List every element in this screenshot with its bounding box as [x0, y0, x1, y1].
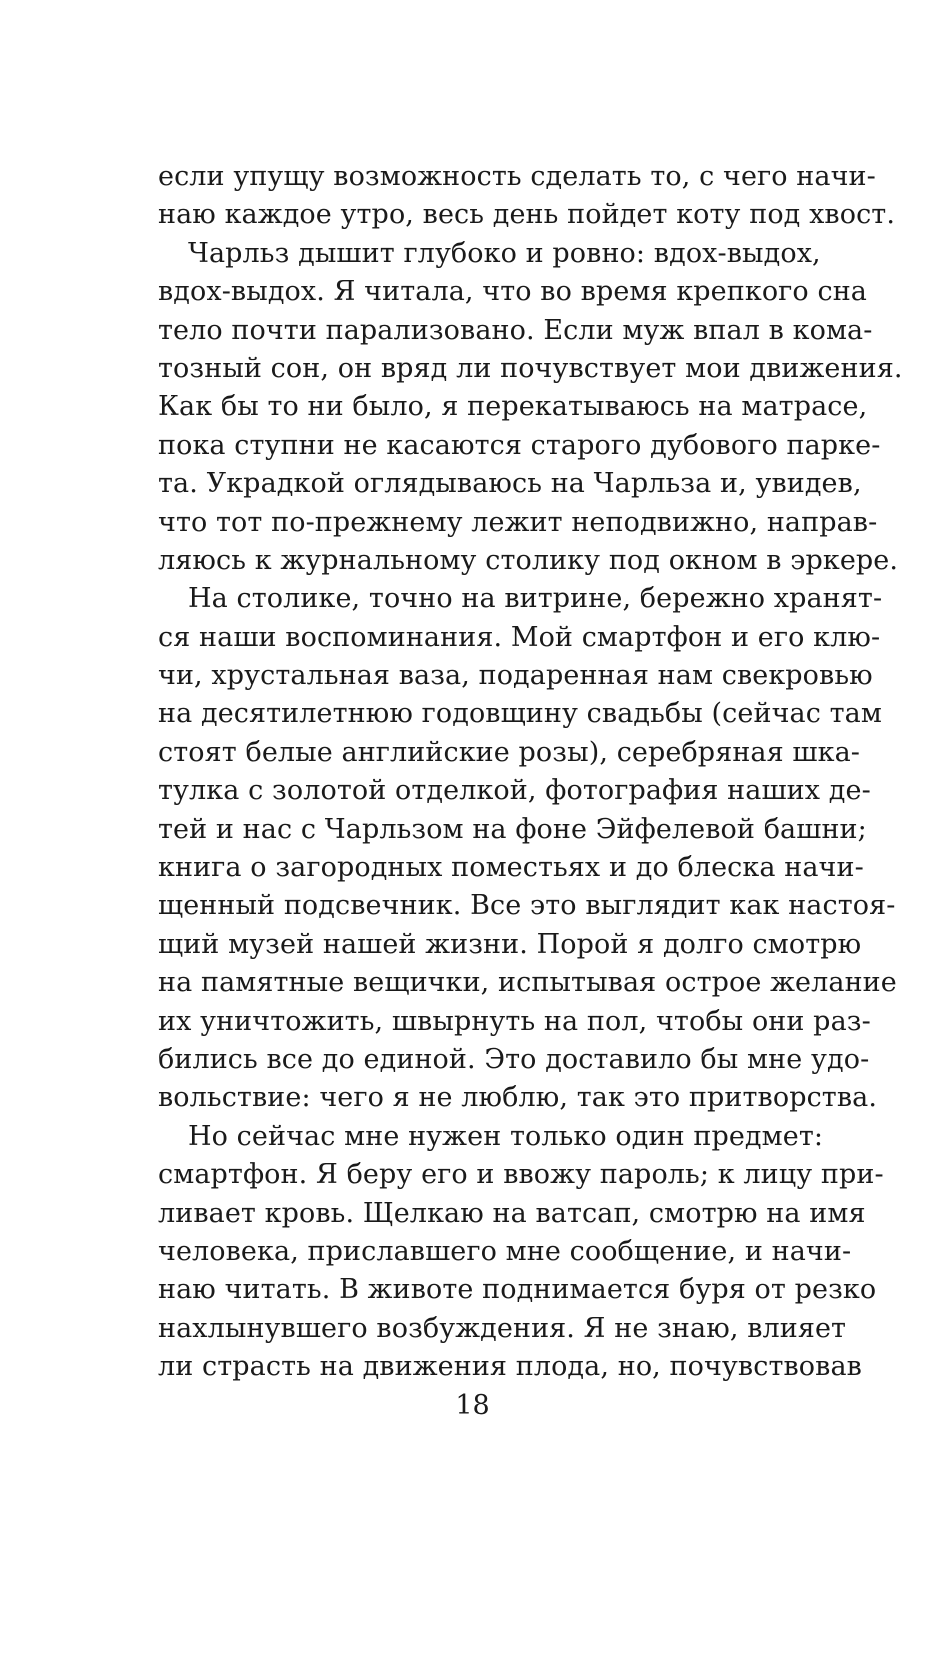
text-line: на десятилетнюю годовщину свадьбы (сейчас там: [158, 698, 882, 730]
text-line: тулка с золотой отделкой, фотография наших де-: [158, 775, 871, 807]
text-line: наю каждое утро, весь день пойдет коту под хвост.: [158, 199, 896, 231]
text-line: стоят белые английские розы), серебряная шка-: [158, 736, 861, 768]
text-line: тозный сон, он вряд ли почувствует мои движения.: [158, 352, 903, 384]
text-line: на памятные вещички, испытывая острое желание: [158, 967, 897, 999]
text-line: книга о загородных поместьях и до блеска начи-: [158, 852, 864, 884]
text-line: ли страсть на движения плода, но, почувствовав: [158, 1351, 862, 1383]
text-line: та. Украдкой оглядываюсь на Чарльза и, увидев,: [158, 468, 862, 500]
text-line: бились все до единой. Это доставило бы мне удо-: [158, 1043, 870, 1075]
text-line: Чарльз дышит глубоко и ровно: вдох-выдох,: [188, 237, 821, 269]
text-line: ляюсь к журнальному столику под окном в эркере.: [158, 544, 899, 576]
text-line: вдох-выдох. Я читала, что во время крепкого сна: [158, 276, 867, 308]
text-line: их уничтожить, швырнуть на пол, чтобы они раз-: [158, 1005, 871, 1037]
text-line: человека, приславшего мне сообщение, и начи-: [158, 1235, 852, 1267]
text-line: тей и нас с Чарльзом на фоне Эйфелевой башни;: [158, 813, 867, 845]
body-text: [158, 158, 903, 1387]
text-line: Но сейчас мне нужен только один предмет:: [188, 1120, 824, 1152]
text-line: чи, хрустальная ваза, подаренная нам свекровью: [158, 660, 873, 692]
text-line: щенный подсвечник. Все это выглядит как настоя-: [158, 890, 896, 922]
text-line: наю читать. В животе поднимается буря от резко: [158, 1274, 877, 1306]
text-line: ся наши воспоминания. Мой смартфон и его клю-: [158, 621, 881, 653]
text-line: На столике, точно на витрине, бережно хранят-: [188, 583, 883, 615]
text-line: Как бы то ни было, я перекатываюсь на матрасе,: [158, 391, 868, 423]
text-line: пока ступни не касаются старого дубового парке-: [158, 429, 881, 461]
text-line: щий музей нашей жизни. Порой я долго смотрю: [158, 928, 862, 960]
text-line: вольствие: чего я не люблю, так это притворства.: [158, 1082, 878, 1114]
text-line: если упущу возможность сделать то, с чего начи-: [158, 161, 876, 192]
text-line: нахлынувшего возбуждения. Я не знаю, влияет: [158, 1312, 847, 1344]
text-line: смартфон. Я беру его и ввожу пароль; к лицу при-: [158, 1159, 884, 1191]
text-line: ливает кровь. Щелкаю на ватсап, смотрю на имя: [158, 1197, 866, 1229]
text-line: что тот по-прежнему лежит неподвижно, направ-: [158, 506, 878, 538]
page-number: 18: [455, 1390, 490, 1421]
text-line: тело почти парализовано. Если муж впал в кома-: [158, 314, 873, 346]
